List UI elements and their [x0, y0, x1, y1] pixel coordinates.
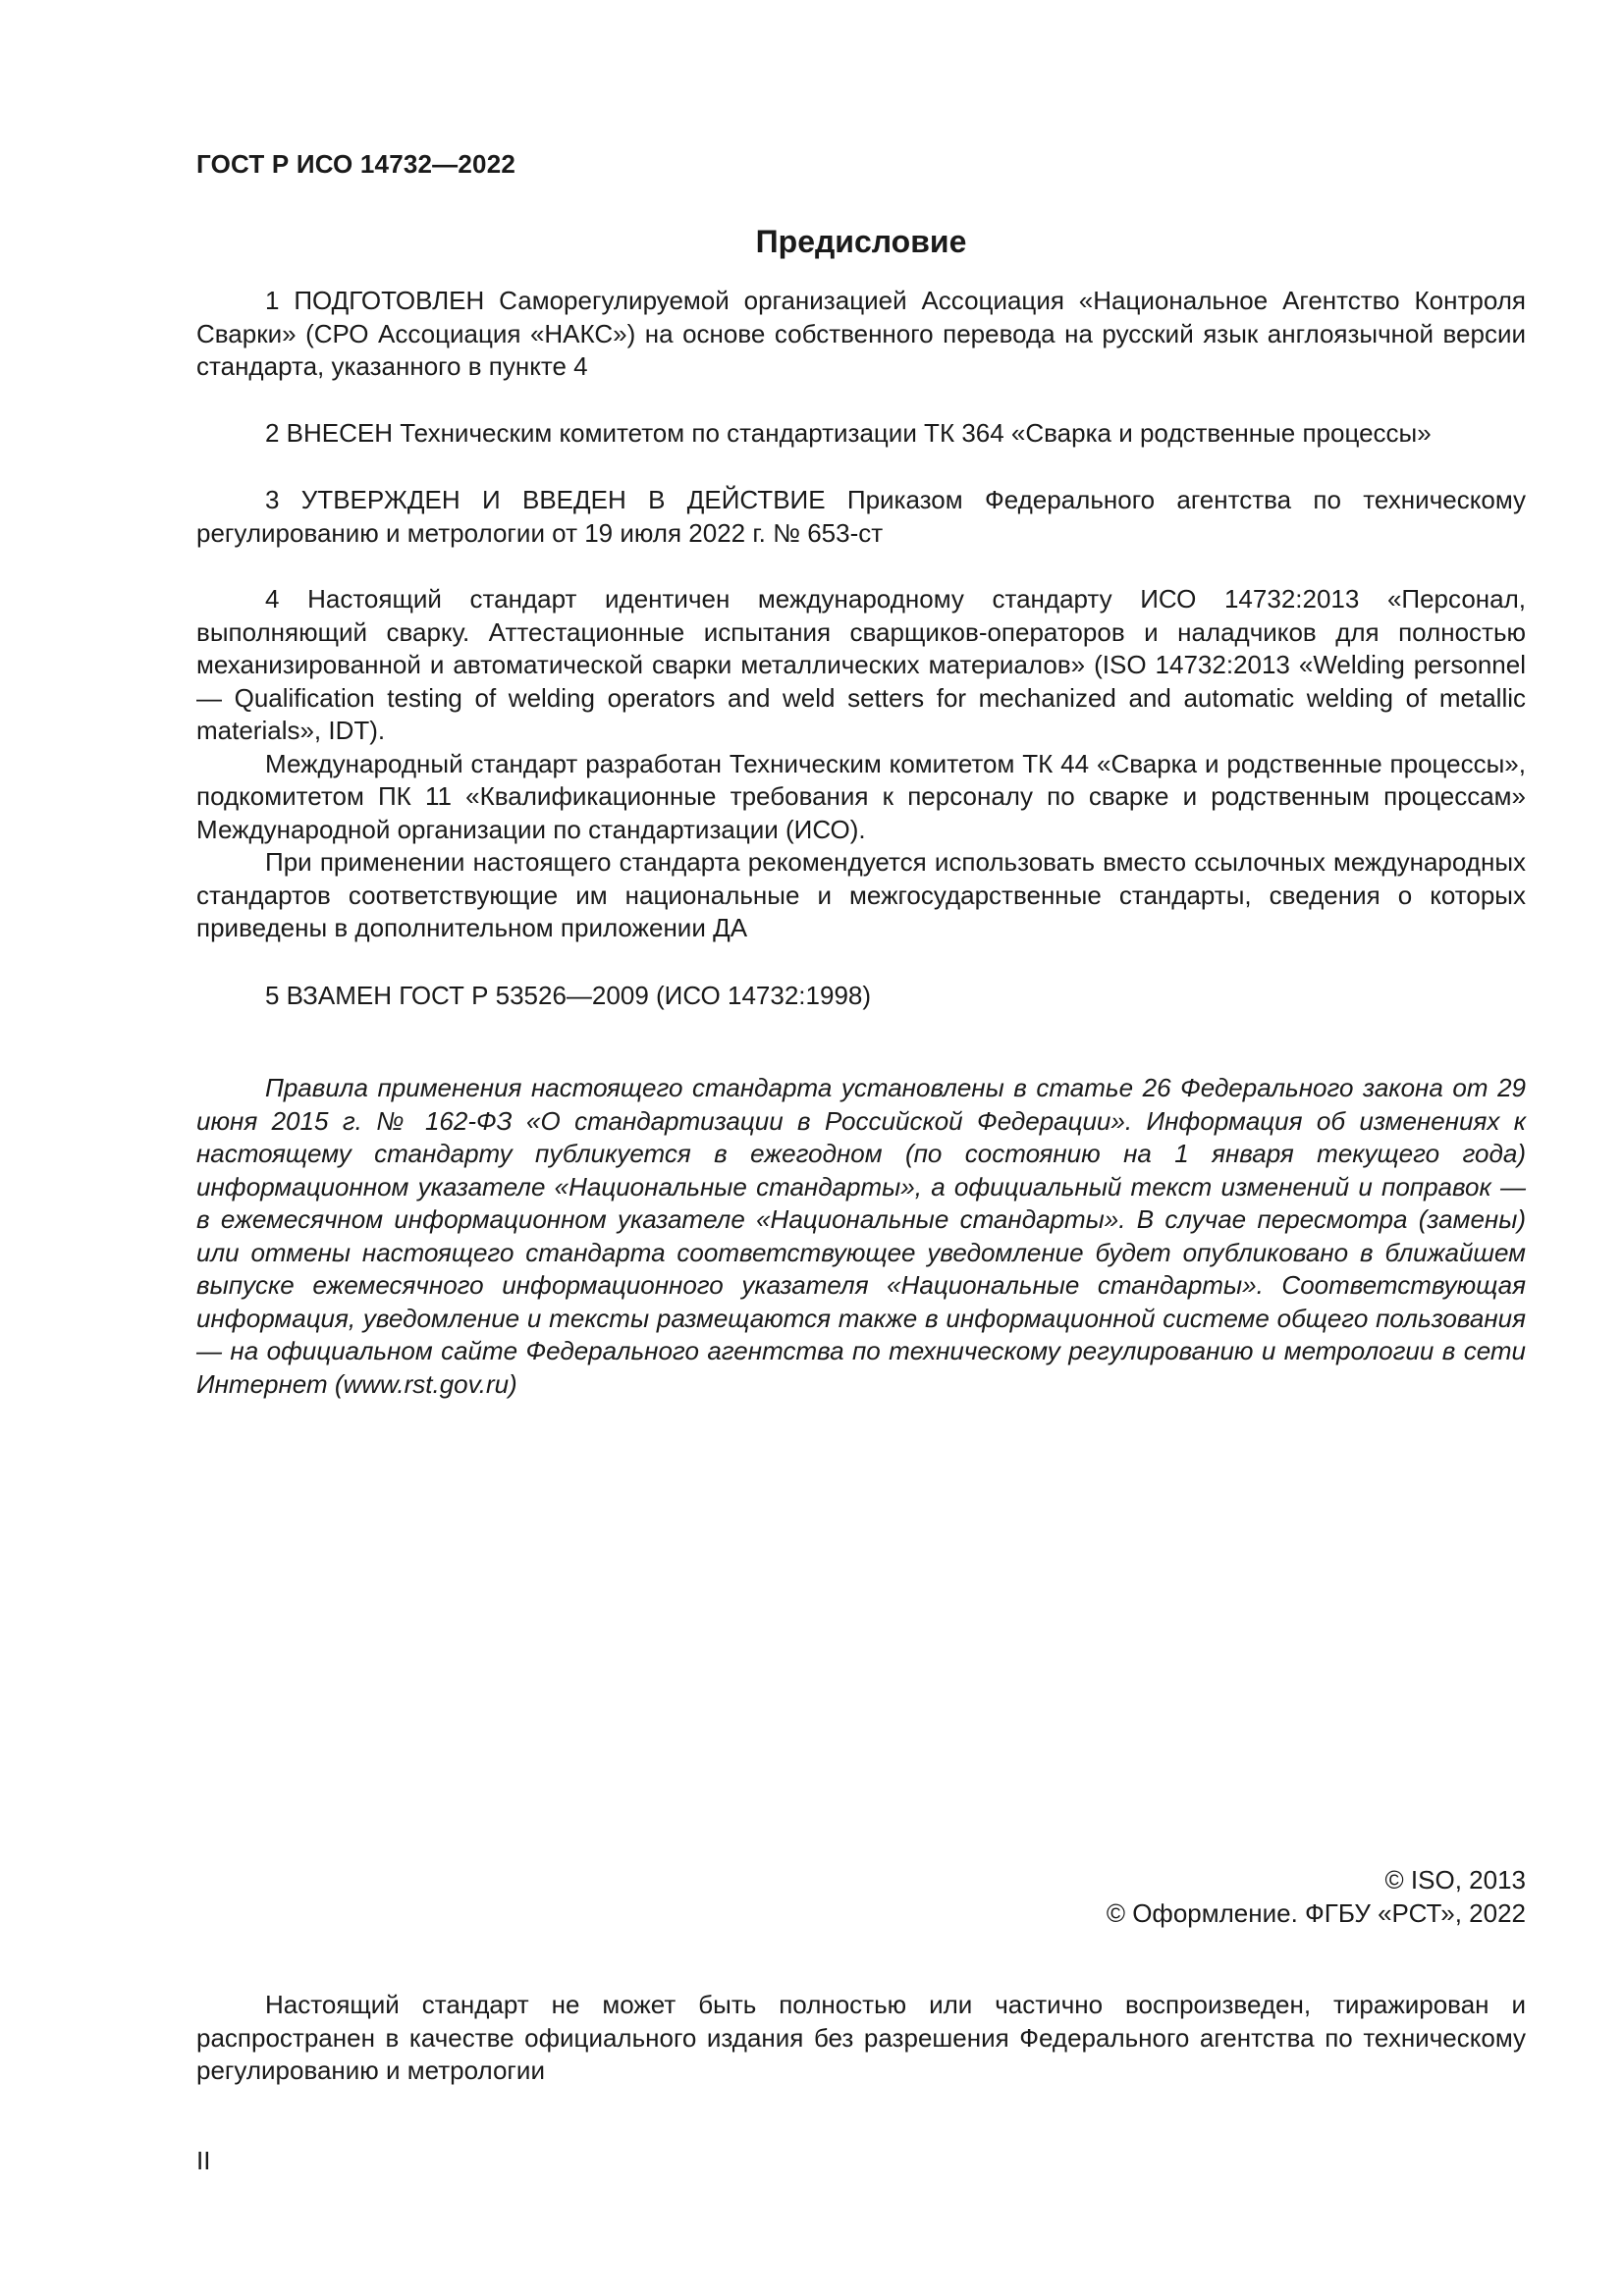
item-4-paragraph-3: При применении настоящего стандарта рекомендуется использовать вместо ссылочных международных стандартов соответствующие им национальные и межгосударственные стандарты, сведения о которых приведены в дополнительном приложении ДА [196, 847, 1526, 942]
document-id: ГОСТ Р ИСО 14732—2022 [196, 149, 516, 179]
copyright-design: © Оформление. ФГБУ «РСТ», 2022 [1106, 1898, 1526, 1928]
item-5-text: 5 ВЗАМЕН ГОСТ Р 53526—2009 (ИСО 14732:1998) [265, 981, 872, 1010]
reproduction-notice [196, 1989, 1526, 2088]
item-4-paragraph-2: Международный стандарт разработан Техническим комитетом ТК 44 «Сварка и родственные процессы», подкомитетом ПК 11 «Квалификационные требования к персоналу по сварке и родственным процессам» Международной организации по стандартизации (ИСО). [196, 748, 1526, 844]
item-2-text: 2 ВНЕСЕН Техническим комитетом по стандартизации ТК 364 «Сварка и родственные процессы» [265, 418, 1432, 448]
page-number: II [196, 2146, 211, 2175]
item-3 [196, 484, 1526, 550]
item-1 [196, 285, 1526, 384]
rules-notice-text: Правила применения настоящего стандарта установлены в статье 26 Федерального закона от 29 июня 2015 г. № 162-ФЗ «О стандартизации в Российской Федерации». Информация об изменениях к настоящему стандарту публикуется в ежегодном (по состоянию на 1 января текущего года) информационном указателе «Национальные стандарты», а официальный текст изменений и поправок — в ежемесячном информационном указателе «Национальные стандарты». В случае пересмотра (замены) или отмены настоящего стандарта соответствующее уведомление будет опубликовано в ближайшем выпуске ежемесячного информационного указателя «Национальные стандарты». Соответствующая информация, уведомление и тексты размещаются также в информационной системе общего пользования — на официальном сайте Федерального агентства по техническому регулированию и метрологии в сети Интернет (www.rst.gov.ru) [196, 1073, 1526, 1399]
copyright-block [1107, 1863, 1526, 1930]
item-2 [196, 417, 1526, 451]
item-4-text: 4 Настоящий стандарт идентичен международному стандарту ИСО 14732:2013 «Персонал, выполняющий сварку. Аттестационные испытания сварщиков-операторов и наладчиков для полностью механизированной и автоматической сварки металлических материалов» (ISO 14732:2013 «Welding personnel — Qualification testing of welding operators and weld setters for mechanized and automatic welding of metallic materials», IDT). [196, 584, 1526, 745]
item-5 [196, 980, 1526, 1013]
item-4 [196, 583, 1526, 945]
page-title: Предисловие [755, 224, 967, 259]
item-1-text: 1 ПОДГОТОВЛЕН Саморегулируемой организацией Ассоциация «Национальное Агентство Контроля Сварки» (СРО Ассоциация «НАКС») на основе собственного перевода на русский язык англоязычной версии стандарта, указанного в пункте 4 [196, 286, 1526, 381]
rules-notice [196, 1072, 1526, 1401]
reproduction-notice-text: Настоящий стандарт не может быть полностью или частично воспроизведен, тиражирован и распространен в качестве официального издания без разрешения Федерального агентства по техническому регулированию и метрологии [196, 1990, 1526, 2085]
copyright-iso: © ISO, 2013 [1384, 1865, 1526, 1895]
document-page [196, 0, 1526, 2296]
item-3-text: 3 УТВЕРЖДЕН И ВВЕДЕН В ДЕЙСТВИЕ Приказом Федерального агентства по техническому регулированию и метрологии от 19 июля 2022 г. № 653-ст [196, 485, 1526, 548]
